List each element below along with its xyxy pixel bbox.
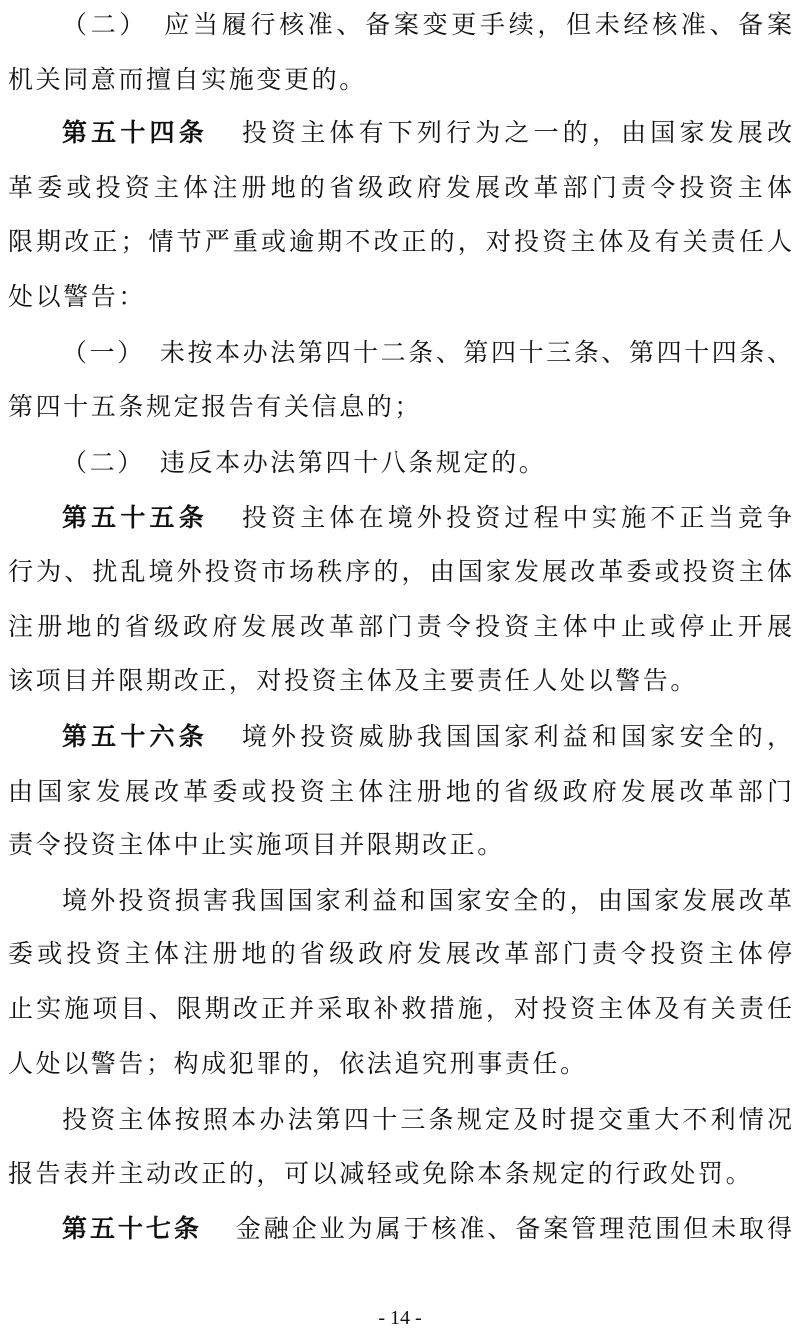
- text-line: [8, 226, 792, 258]
- article-line: [62, 502, 792, 534]
- text-line: [62, 9, 792, 41]
- article-heading: 第五十五条: [62, 503, 208, 532]
- article-heading: 第五十六条: [62, 722, 208, 751]
- text-line: [8, 64, 792, 96]
- text-line: [62, 885, 792, 917]
- line-text: 由国家发展改革委或投资主体注册地的省级政府发展改革部门: [8, 777, 792, 806]
- line-text: 该项目并限期改正，对投资主体及主要责任人处以警告。: [8, 666, 699, 695]
- line-text: 止实施项目、限期改正并采取补救措施，对投资主体及有关责任: [8, 994, 792, 1023]
- text-line: [8, 391, 792, 423]
- line-text: 责令投资主体中止实施项目并限期改正。: [8, 830, 505, 859]
- text-line: [8, 993, 792, 1025]
- text-line: [8, 556, 792, 588]
- line-text: （二） 应当履行核准、备案变更手续，但未经核准、备案: [62, 10, 792, 39]
- line-text: 人处以警告；构成犯罪的，依法追究刑事责任。: [8, 1049, 588, 1078]
- line-text: 投资主体有下列行为之一的，由国家发展改: [241, 118, 792, 147]
- line-text: 投资主体按照本办法第四十三条规定及时提交重大不利情况: [62, 1105, 792, 1134]
- article-line: [62, 1213, 792, 1245]
- line-text: 投资主体在境外投资过程中实施不正当竞争: [241, 503, 792, 532]
- article-heading: 第五十四条: [62, 118, 208, 147]
- line-text: 境外投资损害我国国家利益和国家安全的，由国家发展改革: [62, 886, 792, 915]
- text-line: [62, 447, 792, 479]
- article-heading: 第五十七条: [62, 1214, 202, 1243]
- line-text: 金融企业为属于核准、备案管理范围但未取得: [235, 1214, 792, 1243]
- text-line: [62, 1104, 792, 1136]
- line-text: 机关同意而擅自实施变更的。: [8, 65, 367, 94]
- line-text: 行为、扰乱境外投资市场秩序的，由国家发展改革委或投资主体: [8, 557, 792, 586]
- line-text: 委或投资主体注册地的省级政府发展改革部门责令投资主体停: [8, 939, 792, 968]
- text-line: [8, 938, 792, 970]
- text-line: [62, 337, 792, 369]
- line-text: 限期改正；情节严重或逾期不改正的，对投资主体及有关责任人: [8, 227, 792, 256]
- text-line: [8, 1158, 792, 1190]
- line-text: 处以警告：: [8, 282, 147, 311]
- article-line: [62, 117, 792, 149]
- text-line: [8, 776, 792, 808]
- line-text: （二） 违反本办法第四十八条规定的。: [62, 448, 547, 477]
- line-text: （一） 未按本办法第四十二条、第四十三条、第四十四条、: [62, 338, 792, 367]
- line-text: 革委或投资主体注册地的省级政府发展改革部门责令投资主体: [8, 173, 792, 202]
- line-text: 报告表并主动改正的，可以减轻或免除本条规定的行政处罚。: [8, 1159, 754, 1188]
- line-text: 第四十五条规定报告有关信息的；: [8, 392, 423, 421]
- text-line: [8, 1048, 792, 1080]
- text-line: [8, 172, 792, 204]
- text-line: [8, 281, 792, 313]
- article-line: [62, 721, 792, 753]
- text-line: [8, 829, 792, 861]
- text-line: [8, 665, 792, 697]
- line-text: 境外投资威胁我国国家利益和国家安全的，: [241, 722, 792, 751]
- line-text: 注册地的省级政府发展改革部门责令投资主体中止或停止开展: [8, 612, 792, 641]
- page-number: - 14 -: [378, 1307, 422, 1329]
- text-line: [8, 611, 792, 643]
